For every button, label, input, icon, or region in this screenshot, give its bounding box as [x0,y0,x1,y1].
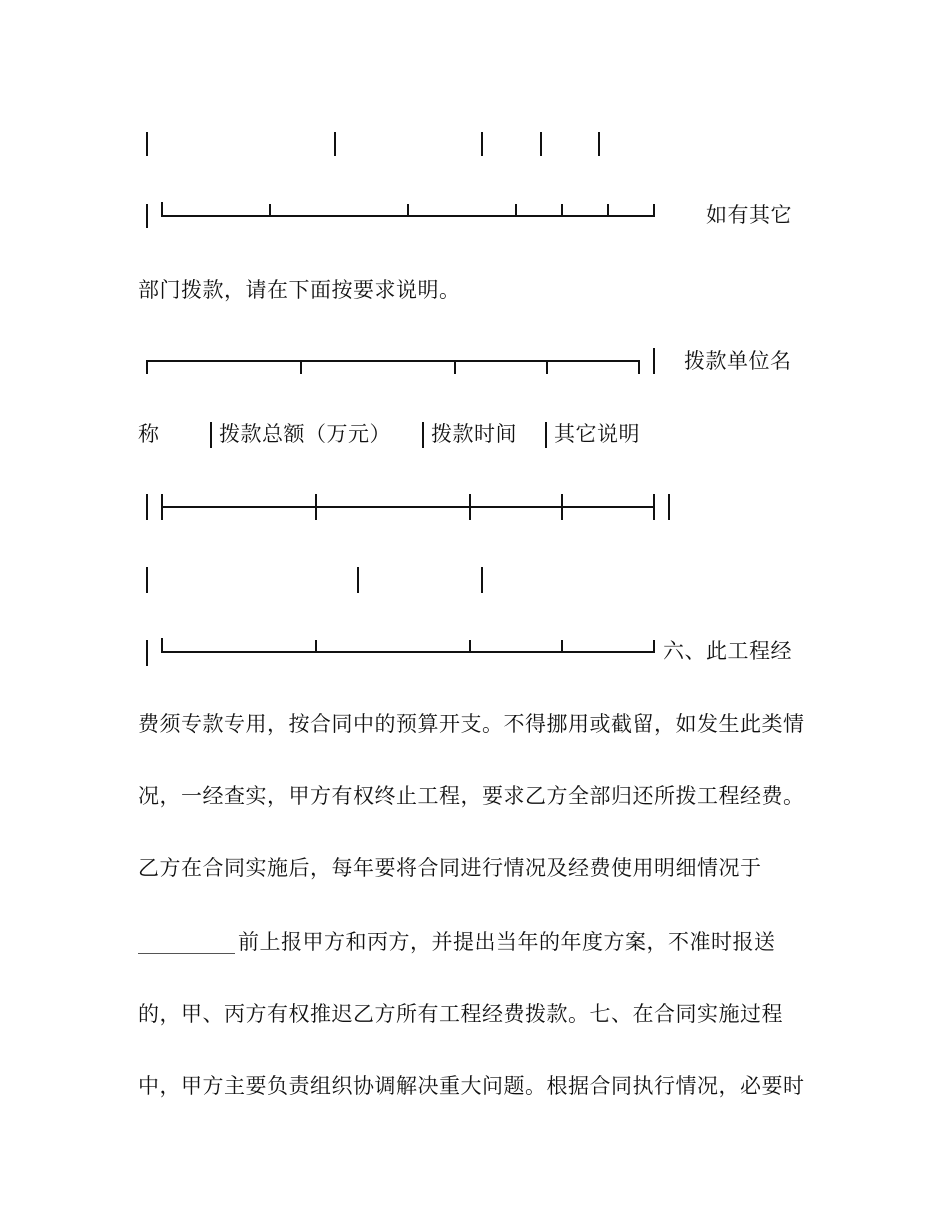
table-border [561,204,563,216]
table-border [300,360,302,374]
table-border [607,204,609,216]
text-line: 乙方在合同实施后，每年要将合同进行情况及经费使用明细情况于 [138,856,762,880]
table-border [146,567,148,593]
text-line: 的，甲、丙方有权推迟乙方所有工程经费拨款。七、在合同实施过程 [138,1002,783,1026]
table-border [653,494,655,520]
table-header: 拨款总额（万元） [219,422,391,446]
text-line: 费须专款专用，按合同中的预算开支。不得挪用或截留，如发生此类情 [138,712,805,736]
fill-in-blank [138,953,235,954]
table-border [315,640,317,652]
text-line: 部门拨款，请在下面按要求说明。 [138,278,461,302]
table-border [146,360,640,362]
table-border [545,422,547,448]
table-border [469,640,471,652]
section-heading: 六、此工程经 [663,639,792,663]
table-border [210,422,212,448]
table-border [146,640,148,666]
text-line: 况，一经查实，甲方有权终止工程，要求乙方全部归还所拨工程经费。 [138,784,805,808]
text-line: 称 [138,422,160,446]
table-border [315,494,317,520]
text-line: 中，甲方主要负责组织协调解决重大问题。根据合同执行情况，必要时 [138,1074,805,1098]
table-border [357,567,359,593]
table-border [146,204,148,228]
text-line: 如有其它 [706,203,792,227]
table-border [540,132,542,156]
table-border [146,494,148,520]
table-border [146,132,148,156]
table-border [269,204,271,216]
table-border [481,132,483,156]
table-border [407,204,409,216]
table-border [668,494,670,520]
table-border [638,360,640,374]
table-border [481,567,483,593]
table-border [454,360,456,374]
table-border [561,640,563,652]
table-header: 拨款时间 [431,422,517,446]
table-border [598,132,600,156]
table-border [515,204,517,216]
text-line: 拨款单位名 [684,349,792,373]
table-border [334,132,336,156]
table-border [161,506,655,508]
table-border [469,494,471,520]
table-border [161,651,655,653]
table-border [422,422,424,448]
table-header: 其它说明 [554,422,640,446]
table-border [146,360,148,374]
table-border [653,348,655,374]
table-border [653,640,655,652]
table-border [546,360,548,374]
text-line: 前上报甲方和丙方，并提出当年的年度方案，不准时报送 [238,930,776,954]
table-border [161,638,163,652]
table-border [161,202,163,216]
table-border [653,204,655,216]
table-border [561,494,563,520]
